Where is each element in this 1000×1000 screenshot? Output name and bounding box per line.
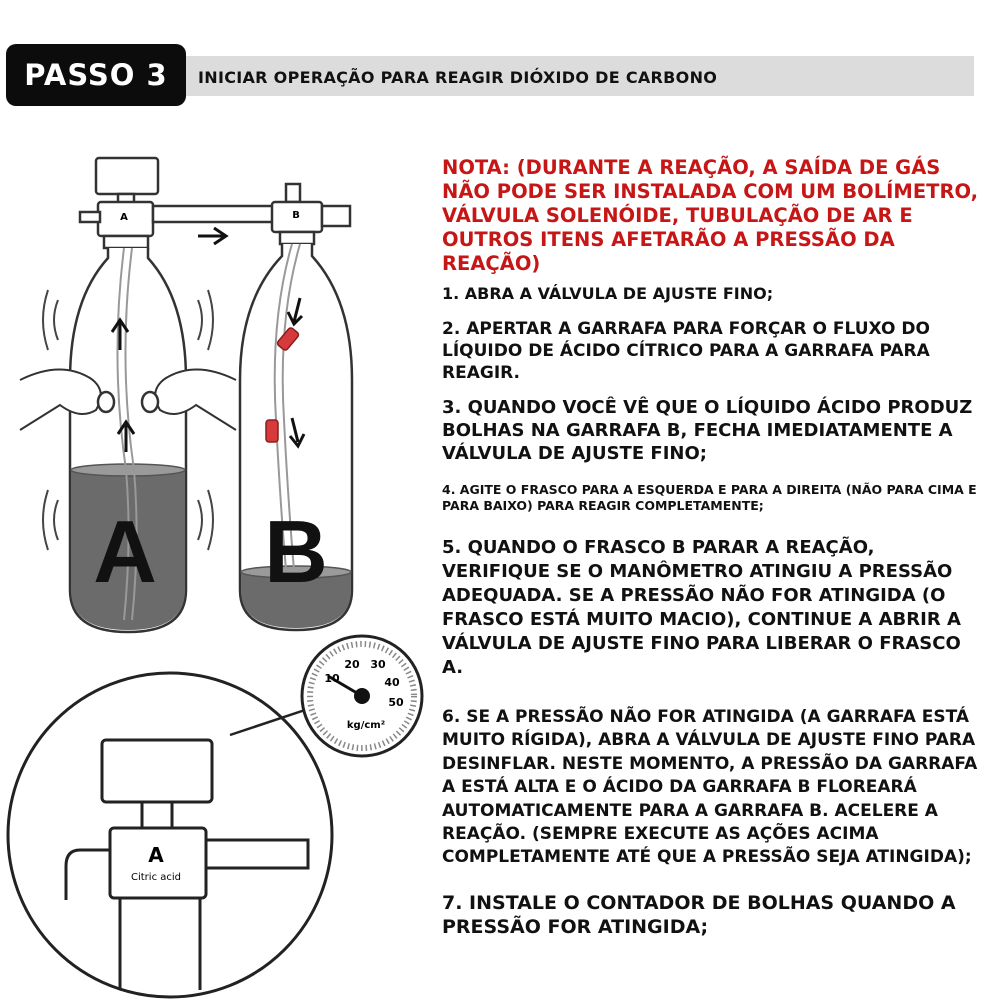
zoom-detail [8,673,332,997]
gauge-tick-20: 20 [344,658,360,671]
note-warning: NOTA: (DURANTE A REAÇÃO, A SAÍDA DE GÁS NÃO PODE SER INSTALADA COM UM BOLÍMETRO, VÁLVULA SOLENÓIDE, TUBULAÇÃO DE AR E OUTROS ITENS AFETARÃO A PRESSÃO DA REAÇÃO) [442,156,979,275]
step-3: 3. QUANDO VOCÊ VÊ QUE O LÍQUIDO ÁCIDO PRODUZ BOLHAS NA GARRAFA B, FECHA IMEDIATAMENTE A VÁLVULA DE AJUSTE FINO; [442,397,973,464]
page-title: INICIAR OPERAÇÃO PARA REAGIR DIÓXIDO DE CARBONO [198,68,718,87]
step-5: 5. QUANDO O FRASCO B PARAR A REAÇÃO, VERIFIQUE SE O MANÔMETRO ATINGIU A PRESSÃO ADEQUADA. SE A PRESSÃO NÃO FOR ATINGIDA (O FRASCO ESTÁ MUITO MACIO), CONTINUE A ABRIR A VÁLVULA DE AJUSTE FINO PARA LIBERAR O FRASCO A. [442,537,961,678]
gauge-tick-30: 30 [370,658,386,671]
gauge-unit: kg/cm² [346,720,386,731]
gauge-tick-40: 40 [384,676,400,689]
valve-a-sublabel: Citric acid [131,872,181,883]
valve-b-top-label: B [292,210,300,221]
step-2: 2. APERTAR A GARRAFA PARA FORÇAR O FLUXO DO LÍQUIDO DE ÁCIDO CÍTRICO PARA A GARRAFA PARA REAGIR. [442,319,930,383]
step-1: 1. ABRA A VÁLVULA DE AJUSTE FINO; [442,284,774,303]
gauge-tick-50: 50 [388,696,404,709]
step-7: 7. INSTALE O CONTADOR DE BOLHAS QUANDO A PRESSÃO FOR ATINGIDA; [442,891,956,938]
step-4: 4. AGITE O FRASCO PARA A ESQUERDA E PARA A DIREITA (NÃO PARA CIMA E PARA BAIXO) PARA REAGIR COMPLETAMENTE; [442,482,977,513]
instructions [442,156,982,939]
bottle-b-letter: B [264,502,328,601]
pressure-gauge [302,636,422,756]
valve-a-label: A [148,843,164,867]
step-6: 6. SE A PRESSÃO NÃO FOR ATINGIDA (A GARRAFA ESTÁ MUITO RÍGIDA), ABRA A VÁLVULA DE AJUSTE FINO PARA DESINFLAR. NESTE MOMENTO, A PRESSÃO DA GARRAFA A ESTÁ ALTA E O ÁCIDO DA GARRAFA B FLOREARÁ AUTOMATICAMENTE PARA A GARRAFA B. ACELERE A REAÇÃO. (SEMPRE EXECUTE AS AÇÕES ACIMA COMPLETAMENTE ATÉ QUE A PRESSÃO SEJA ATINGIDA); [442,707,978,868]
instruction-illustration [0,120,440,1000]
gauge-tick-10: 10 [324,672,340,685]
step-badge: PASSO 3 [6,44,186,106]
valve-a-top-label: A [120,212,128,223]
connector-pipe [153,206,273,244]
bottle-a-letter: A [93,502,157,601]
